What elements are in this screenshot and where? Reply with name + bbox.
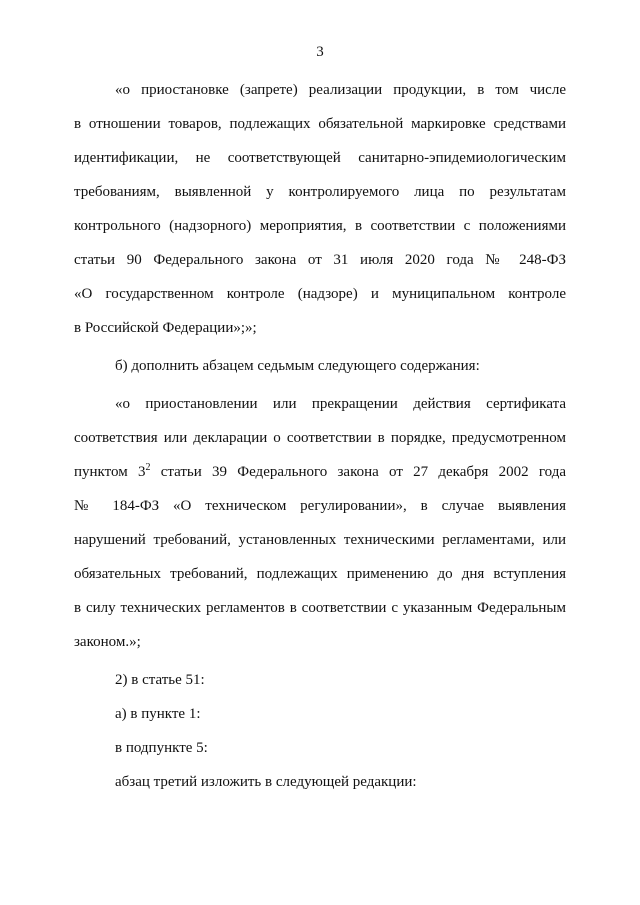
paragraph-1-line-3: идентификации, не соответствующей санитарно-эпидемиологическим [74, 150, 566, 166]
paragraph-1-line-7: «О государственном контроле (надзоре) и муниципальном контроле [74, 286, 566, 302]
paragraph-3-line-3 [74, 462, 566, 482]
paragraph-1-line-4: требованиям, выявленной у контролируемого лица по результатам [74, 184, 566, 200]
paragraph-3-line-6: обязательных требований, подлежащих применению до дня вступления [74, 566, 566, 582]
paragraph-3-line-2: соответствия или декларации о соответствии в порядке, предусмотренном [74, 430, 566, 446]
paragraph-3-line-7: в силу технических регламентов в соответствии с указанным Федеральным [74, 600, 566, 616]
paragraph-7: абзац третий изложить в следующей редакции: [115, 774, 417, 790]
paragraph-1-line-6: статьи 90 Федерального закона от 31 июля 2020 года № 248-ФЗ [74, 252, 566, 268]
paragraph-4: 2) в статье 51: [115, 672, 205, 688]
paragraph-1-line-5: контрольного (надзорного) мероприятия, в соответствии с положениями [74, 218, 566, 234]
paragraph-5: а) в пункте 1: [115, 706, 201, 722]
paragraph-3-line-3-prefix: пунктом 3 [74, 464, 146, 480]
paragraph-3-line-8: законом.»; [74, 634, 141, 650]
page-number: 3 [316, 44, 324, 60]
paragraph-6: в подпункте 5: [115, 740, 208, 756]
paragraph-1-line-8: в Российской Федерации»;»; [74, 320, 257, 336]
superscript-2: 2 [145, 462, 151, 473]
paragraph-1-line-2: в отношении товаров, подлежащих обязательной маркировке средствами [74, 116, 566, 132]
paragraph-3-line-1: «о приостановлении или прекращении действия сертификата [115, 396, 566, 412]
paragraph-1-line-1: «о приостановке (запрете) реализации продукции, в том числе [115, 82, 566, 98]
paragraph-3-line-4: № 184-ФЗ «О техническом регулировании», в случае выявления [74, 498, 566, 514]
paragraph-3-line-3-suffix: статьи 39 Федерального закона от 27 декабря 2002 года [150, 464, 566, 480]
paragraph-2: б) дополнить абзацем седьмым следующего содержания: [115, 358, 480, 374]
paragraph-3-line-5: нарушений требований, установленных техническими регламентами, или [74, 532, 566, 548]
